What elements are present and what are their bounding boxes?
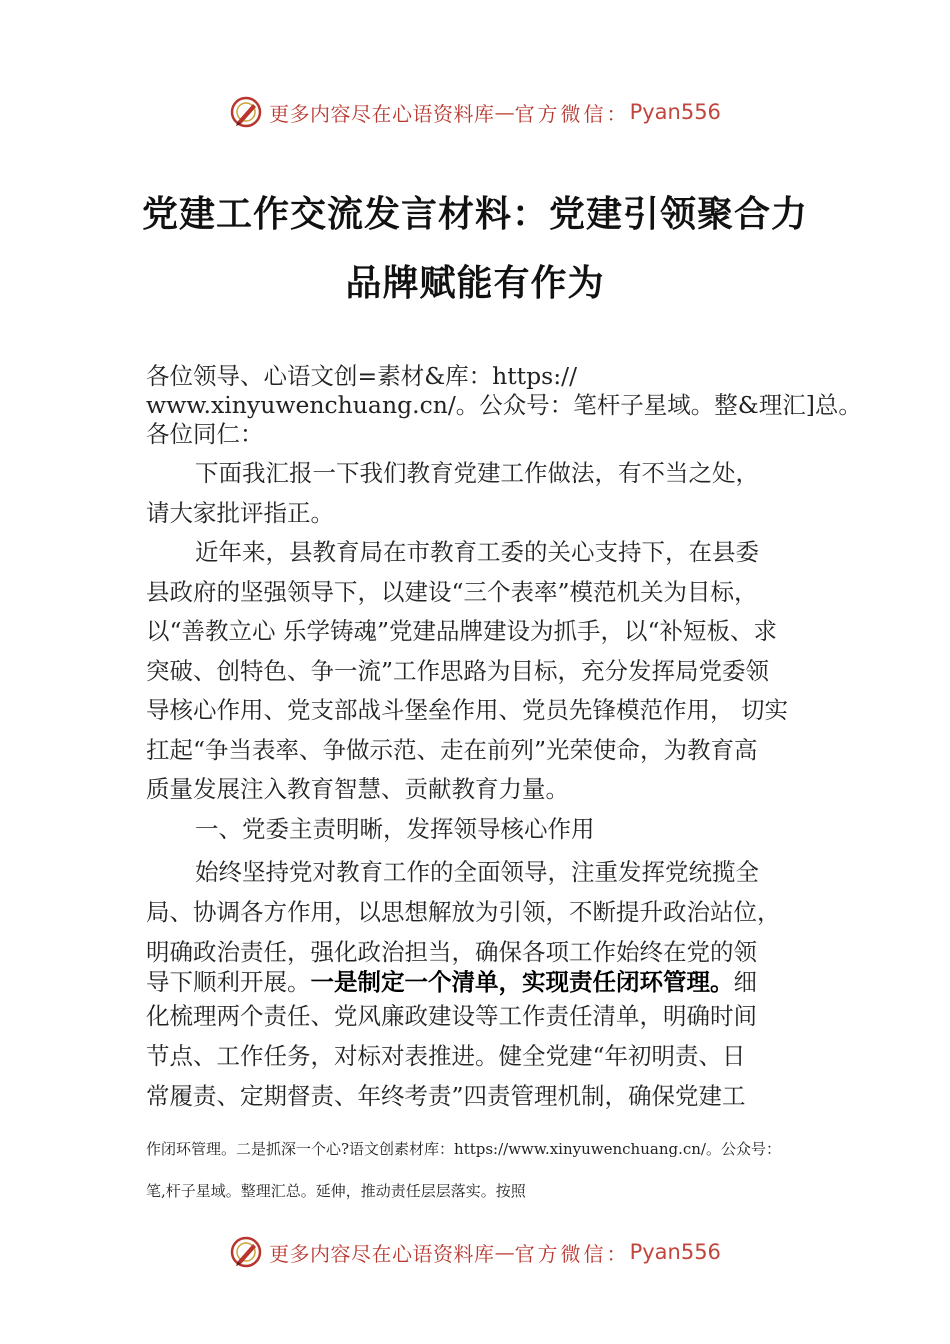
- banner-label: 官方微信：: [514, 101, 630, 126]
- document-title-line1: 党建工作交流发言材料：党建引领聚合力: [141, 193, 808, 235]
- footer-banner: [0, 1232, 950, 1272]
- paragraph-line: 近年来，县教育局在市教育工委的关心支持下，在县委: [195, 538, 759, 566]
- paragraph-line: 始终坚持党对教育工作的全面领导，注重发挥党统揽全: [195, 858, 759, 886]
- paragraph-line: 扛起“争当表率、争做示范、走在前列”光荣使命，为教育高: [146, 736, 758, 764]
- paragraph-line: 请大家批评指正。: [146, 499, 334, 527]
- paragraph-line: 下面我汇报一下我们教育党建工作做法，有不当之处，: [195, 459, 759, 487]
- paragraph-line: 导核心作用、党支部战斗堡垒作用、党员先锋模范作用， 切实: [146, 696, 788, 724]
- paragraph-line: 局、协调各方作用，以思想解放为引领，不断提升政治站位，: [146, 898, 781, 926]
- paragraph-line: [146, 967, 757, 997]
- section-heading: 一、党委主责明晰，发挥领导核心作用: [195, 815, 595, 843]
- banner-brand: 更多内容尽在心语资料库: [269, 101, 495, 126]
- paragraph-line: 常履责、定期督责、年终考责”四责管理机制，确保党建工: [146, 1082, 746, 1110]
- banner-label: 官方微信：: [514, 1241, 630, 1266]
- banner-separator: —: [494, 1240, 515, 1264]
- small-text-line: 笔,杆子星域。整理汇总。延伸，推动责任层层落实。按照: [146, 1182, 526, 1200]
- paragraph-line: 明确政治责任，强化政治担当，确保各项工作始终在党的领: [146, 938, 757, 966]
- paragraph-text: 导下顺利开展。: [146, 968, 311, 996]
- paragraph-text: 细: [733, 968, 757, 996]
- paragraph-line: 质量发展注入教育智慧、贡献教育力量。: [146, 775, 569, 803]
- paragraph-line: 以“善教立心 乐学铸魂”党建品牌建设为抓手，以“补短板、求: [146, 617, 778, 645]
- paragraph-line: 县政府的坚强领导下，以建设“三个表率”模范机关为目标，: [146, 578, 758, 606]
- emphasis-text: 一是制定一个清单，实现责任闭环管理。: [310, 968, 734, 996]
- greeting-line: 各位领导、心语文创=素材&库：https://: [146, 362, 577, 390]
- header-banner: [0, 92, 950, 132]
- banner-separator: —: [494, 100, 515, 124]
- document-title-line2: 品牌赋能有作为: [345, 262, 605, 304]
- paragraph-line: 节点、工作任务，对标对表推进。健全党建“年初明责、日: [146, 1042, 746, 1070]
- banner-wechat-id: Pyan556: [629, 100, 721, 124]
- paragraph-line: 化梳理两个责任、党风廉政建设等工作责任清单，明确时间: [146, 1002, 757, 1030]
- small-text-line: 作闭环管理。二是抓深一个心?语文创素材库：https://www.xinyuwenchuang.cn/。公众号：: [146, 1140, 781, 1158]
- pen-logo-icon: [229, 95, 263, 129]
- paragraph-line: 突破、创特色、争一流”工作思路为目标，充分发挥局党委领: [146, 657, 770, 685]
- greeting-line: 各位同仁：: [146, 420, 264, 448]
- pen-logo-icon: [229, 1235, 263, 1269]
- banner-brand: 更多内容尽在心语资料库: [269, 1241, 495, 1266]
- greeting-line: www.xinyuwenchuang.cn/。公众号：笔杆子星域。整&理汇]总。: [146, 391, 862, 419]
- banner-wechat-id: Pyan556: [629, 1240, 721, 1264]
